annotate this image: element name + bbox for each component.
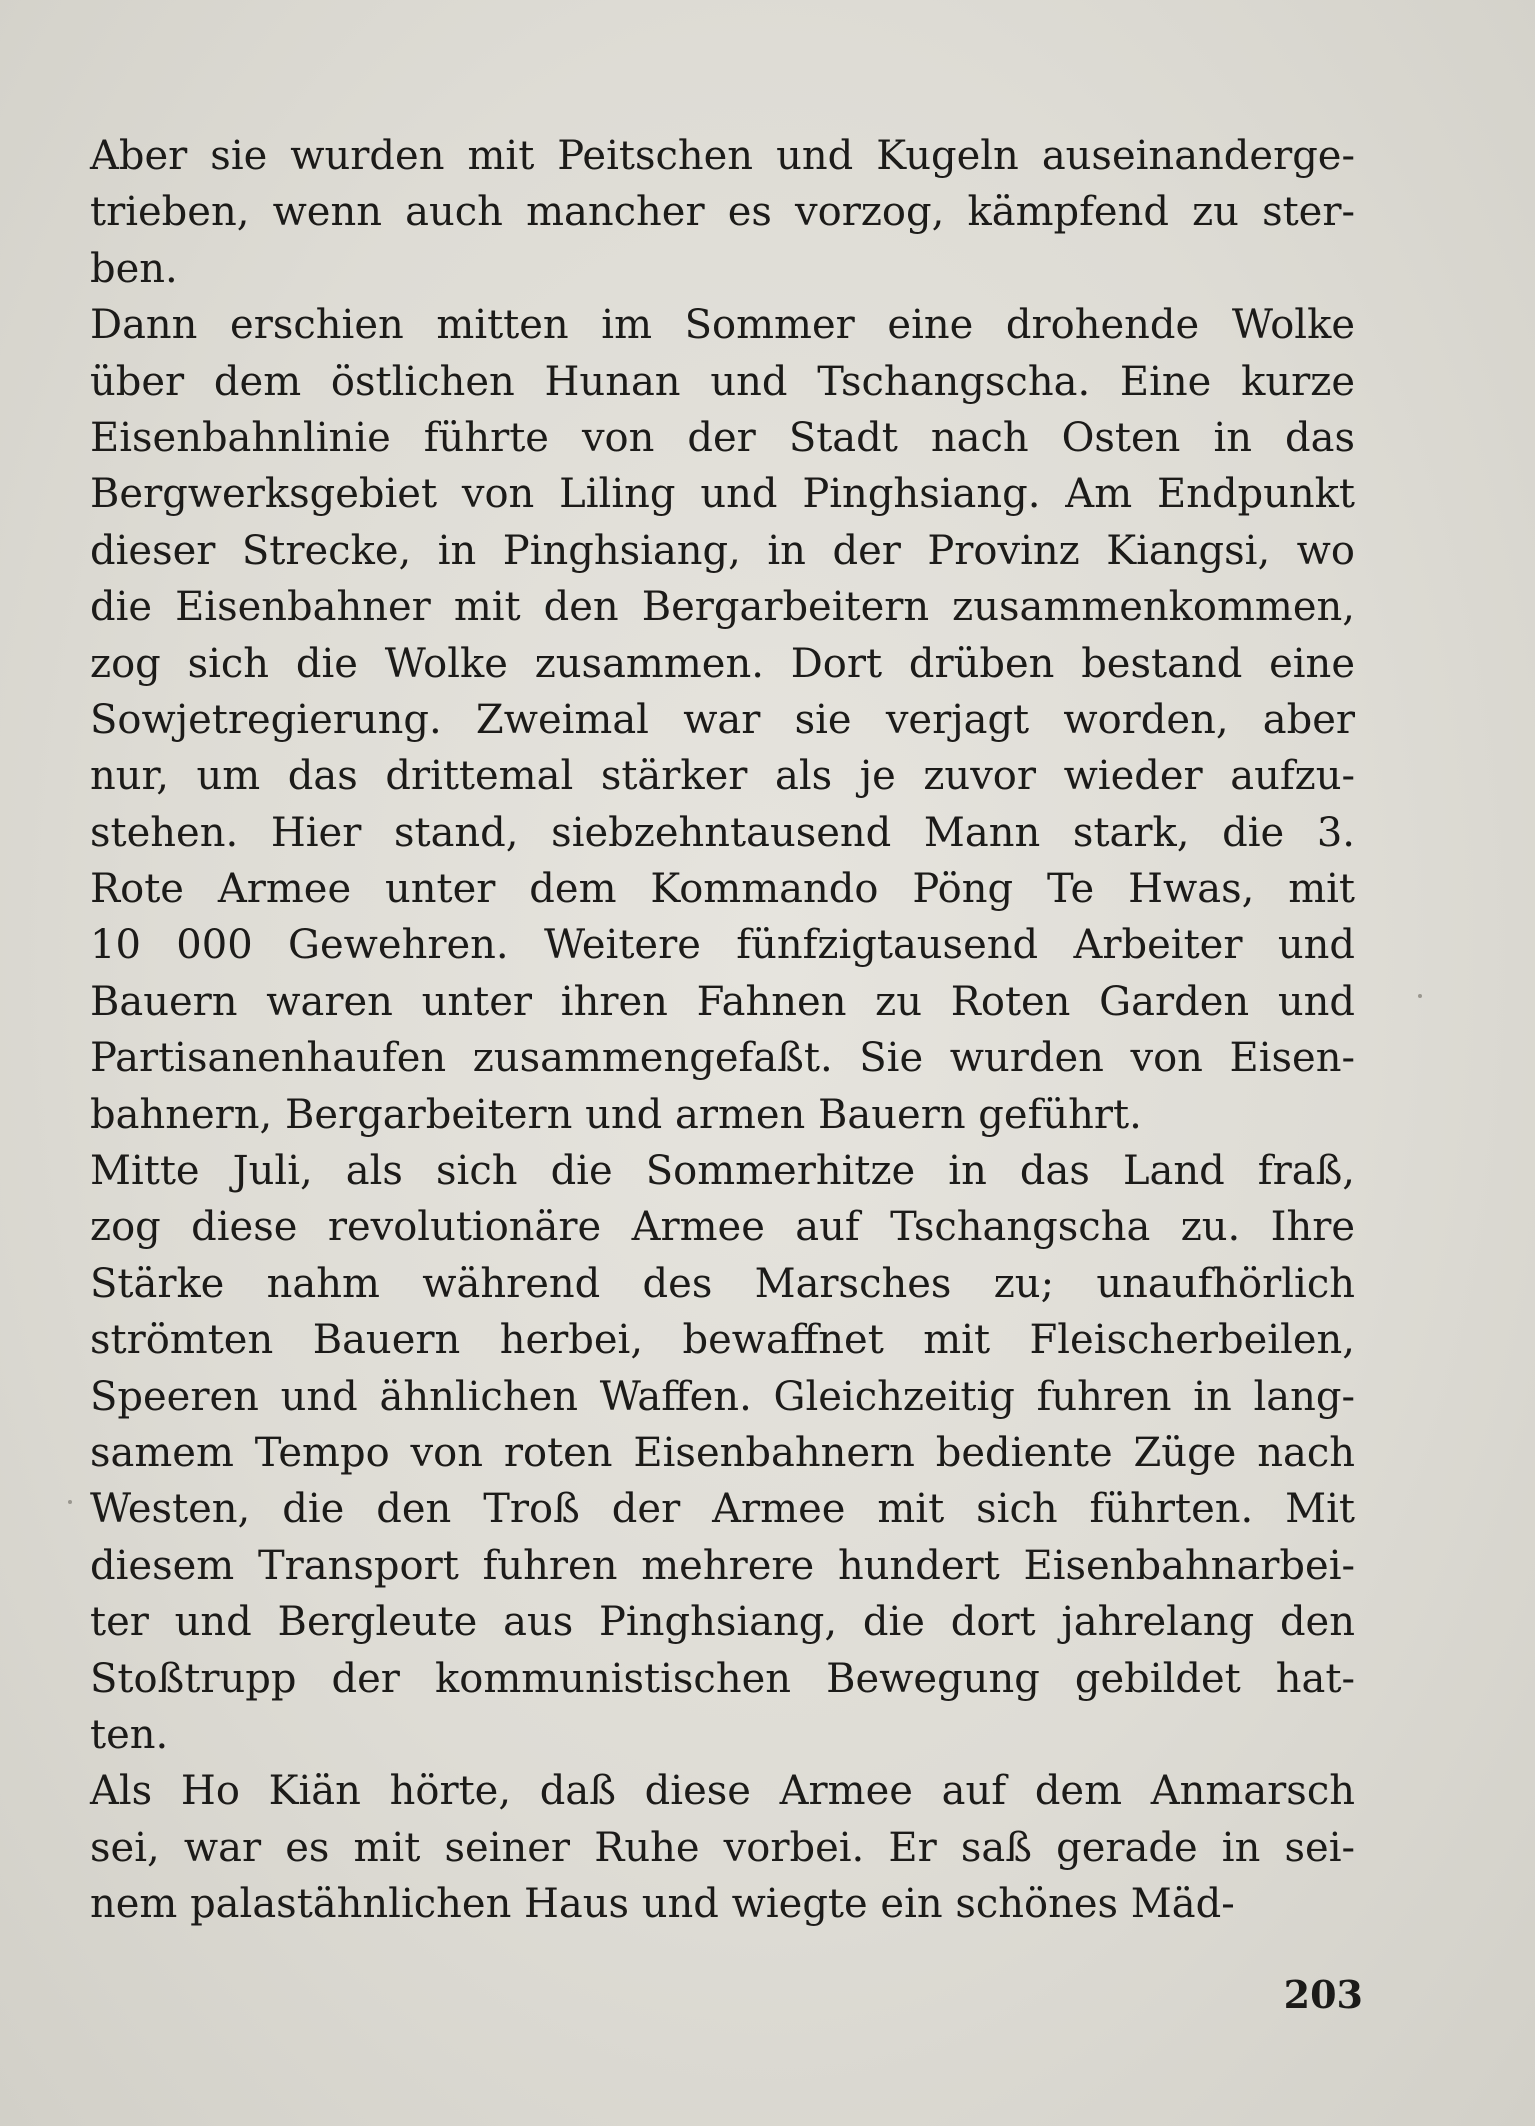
text-line: ben. [90, 245, 178, 292]
body-text [90, 128, 1355, 1933]
text-line: nem palastähnlichen Haus und wiegte ein schönes Mäd- [90, 1881, 1235, 1928]
text-line: über dem östlichen Hunan und Tschangscha. Eine kurze [90, 358, 1355, 405]
text-line: bahnern, Bergarbeitern und armen Bauern geführt. [90, 1091, 1142, 1138]
text-line: Eisenbahnlinie führte von der Stadt nach Osten in das [90, 414, 1355, 461]
text-line: ter und Bergleute aus Pinghsiang, die dort jahrelang den [90, 1599, 1355, 1646]
text-line: Aber sie wurden mit Peitschen und Kugeln auseinanderge- [90, 133, 1355, 179]
text-line: zog sich die Wolke zusammen. Dort drüben bestand eine [90, 640, 1355, 687]
text-line: stehen. Hier stand, siebzehntausend Mann stark, die 3. [90, 809, 1355, 856]
text-line: Als Ho Kiän hörte, daß diese Armee auf dem Anmarsch [90, 1768, 1355, 1815]
text-line: nur, um das drittemal stärker als je zuvor wieder aufzu- [90, 753, 1355, 800]
text-line: Rote Armee unter dem Kommando Pöng Te Hwas, mit [90, 866, 1355, 913]
text-line: Dann erschien mitten im Sommer eine drohende Wolke [90, 302, 1355, 349]
text-line: diesem Transport fuhren mehrere hundert Eisenbahnarbei- [90, 1542, 1355, 1589]
text-line: dieser Strecke, in Pinghsiang, in der Provinz Kiangsi, wo [90, 527, 1355, 574]
page-number: 203 [1283, 1972, 1363, 2017]
text-line: Stärke nahm während des Marsches zu; unaufhörlich [90, 1260, 1355, 1307]
text-line: ten. [90, 1711, 169, 1758]
text-line: strömten Bauern herbei, bewaffnet mit Fleischerbeilen, [90, 1317, 1355, 1364]
text-line: Bergwerksgebiet von Liling und Pinghsiang. Am Endpunkt [90, 471, 1355, 518]
text-line: Speeren und ähnlichen Waffen. Gleichzeitig fuhren in lang- [90, 1373, 1355, 1420]
text-line: samem Tempo von roten Eisenbahnern bediente Züge nach [90, 1429, 1355, 1476]
text-line: zog diese revolutionäre Armee auf Tschangscha zu. Ihre [90, 1204, 1355, 1251]
text-line: Partisanenhaufen zusammengefaßt. Sie wurden von Eisen- [90, 1035, 1355, 1082]
text-line: sei, war es mit seiner Ruhe vorbei. Er saß gerade in sei- [90, 1824, 1355, 1871]
text-line: Bauern waren unter ihren Fahnen zu Roten Garden und [90, 978, 1355, 1025]
paper-speck [68, 1500, 72, 1504]
text-line: Mitte Juli, als sich die Sommerhitze in das Land fraß, [90, 1148, 1355, 1195]
text-line: Stoßtrupp der kommunistischen Bewegung gebildet hat- [90, 1655, 1355, 1702]
text-line: Sowjetregierung. Zweimal war sie verjagt worden, aber [90, 696, 1355, 743]
text-line: trieben, wenn auch mancher es vorzog, kämpfend zu ster- [90, 189, 1355, 236]
text-line: 10 000 Gewehren. Weitere fünfzigtausend Arbeiter und [90, 922, 1355, 969]
paper-speck [1418, 994, 1422, 998]
text-line: Westen, die den Troß der Armee mit sich führten. Mit [90, 1486, 1355, 1533]
text-line: die Eisenbahner mit den Bergarbeitern zusammenkommen, [90, 584, 1355, 631]
